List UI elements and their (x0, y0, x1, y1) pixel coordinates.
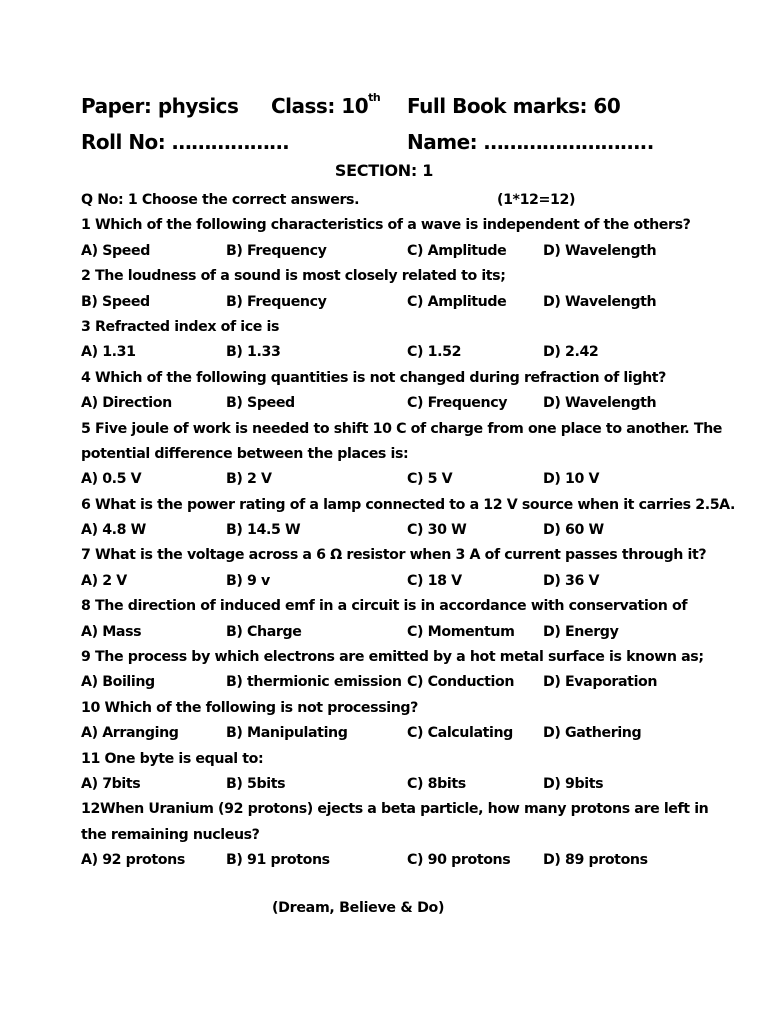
question-text: 9 The process by which electrons are emitted by a hot metal surface is known as; (81, 649, 704, 666)
option-c: C) 1.52 (407, 344, 462, 361)
option-b: B) Manipulating (226, 725, 348, 742)
option-a: B) Speed (81, 293, 150, 310)
option-d: D) 36 V (543, 572, 600, 589)
option-a: A) 4.8 W (81, 522, 146, 539)
option-b: B) Charge (226, 623, 302, 640)
option-b: B) 14.5 W (226, 522, 301, 539)
option-a: A) Boiling (81, 674, 155, 691)
option-c: C) Calculating (407, 725, 513, 742)
option-c: C) 5 V (407, 471, 453, 488)
option-d: D) Gathering (543, 725, 642, 742)
instruction-line (81, 188, 741, 213)
option-b: B) thermionic emission (226, 674, 402, 691)
question-text: 5 Five joule of work is needed to shift 10 C of charge from one place to another. The (81, 420, 723, 437)
option-b: B) 91 protons (226, 852, 330, 869)
option-d: D) Wavelength (543, 293, 657, 310)
option-a: A) 0.5 V (81, 471, 142, 488)
name-field: Name: …………………….. (407, 130, 654, 154)
option-b: B) 9 v (226, 572, 270, 589)
option-b: B) Frequency (226, 293, 327, 310)
option-d: D) 2.42 (543, 344, 599, 361)
question-text: potential difference between the places is: (81, 445, 409, 462)
question-text: 6 What is the power rating of a lamp connected to a 12 V source when it carries 2.5A. (81, 496, 736, 513)
options-row (81, 670, 741, 695)
class-label (271, 91, 381, 118)
option-a: A) Direction (81, 395, 172, 412)
options-row (81, 518, 741, 543)
option-c: C) Amplitude (407, 242, 507, 259)
options-row (81, 620, 741, 645)
question-text: 2 The loudness of a sound is most closely related to its; (81, 268, 506, 285)
option-d: D) 9bits (543, 775, 604, 792)
options-row (81, 721, 741, 746)
options-row (81, 848, 741, 873)
question-text: the remaining nucleus? (81, 826, 260, 843)
option-d: D) Evaporation (543, 674, 658, 691)
question-text: 4 Which of the following quantities is not changed during refraction of light? (81, 369, 667, 386)
option-d: D) Wavelength (543, 395, 657, 412)
option-b: B) Frequency (226, 242, 327, 259)
option-c: C) 30 W (407, 522, 467, 539)
section-title: SECTION: 1 (334, 161, 434, 180)
options-row (81, 340, 741, 365)
options-row (81, 772, 741, 797)
option-d: D) Energy (543, 623, 619, 640)
option-a: A) 1.31 (81, 344, 136, 361)
paper-subject: Paper: physics (81, 94, 239, 118)
option-a: A) 92 protons (81, 852, 185, 869)
footer-motto: (Dream, Believe & Do) (272, 900, 445, 916)
option-a: A) 2 V (81, 572, 127, 589)
option-d: D) Wavelength (543, 242, 657, 259)
options-row (81, 290, 741, 315)
question-text: 7 What is the voltage across a 6 Ω resistor when 3 A of current passes through it? (81, 547, 707, 564)
option-a: A) Arranging (81, 725, 179, 742)
roll-number-field: Roll No: ……………… (81, 130, 289, 154)
options-row (81, 467, 741, 492)
option-d: D) 10 V (543, 471, 600, 488)
options-row (81, 391, 741, 416)
option-c: C) 8bits (407, 775, 466, 792)
question-text: 3 Refracted index of ice is (81, 318, 280, 335)
question-text: 10 Which of the following is not processing? (81, 699, 418, 716)
options-row (81, 569, 741, 594)
option-d: D) 89 protons (543, 852, 648, 869)
instruction-text: Q No: 1 Choose the correct answers. (81, 192, 360, 208)
option-c: C) Momentum (407, 623, 515, 640)
class-superscript: th (368, 91, 381, 104)
option-c: C) Conduction (407, 674, 515, 691)
question-text: 12When Uranium (92 protons) ejects a beta particle, how many protons are left in (81, 801, 709, 818)
instruction-marks: (1*12=12) (497, 192, 576, 208)
option-b: B) 1.33 (226, 344, 281, 361)
option-d: D) 60 W (543, 522, 604, 539)
option-c: C) Frequency (407, 395, 508, 412)
question-text: 11 One byte is equal to: (81, 750, 264, 767)
options-row (81, 239, 741, 264)
option-a: A) 7bits (81, 775, 141, 792)
option-a: A) Mass (81, 623, 142, 640)
class-text: Class: 10 (271, 94, 369, 118)
option-a: A) Speed (81, 242, 150, 259)
question-text: 8 The direction of induced emf in a circuit is in accordance with conservation of (81, 598, 688, 615)
option-c: C) 90 protons (407, 852, 511, 869)
option-c: C) 18 V (407, 572, 462, 589)
option-b: B) 2 V (226, 471, 272, 488)
question-text: 1 Which of the following characteristics of a wave is independent of the others? (81, 217, 691, 234)
option-c: C) Amplitude (407, 293, 507, 310)
full-marks: Full Book marks: 60 (407, 94, 621, 118)
question-list (81, 188, 741, 874)
option-b: B) Speed (226, 395, 295, 412)
option-b: B) 5bits (226, 775, 286, 792)
